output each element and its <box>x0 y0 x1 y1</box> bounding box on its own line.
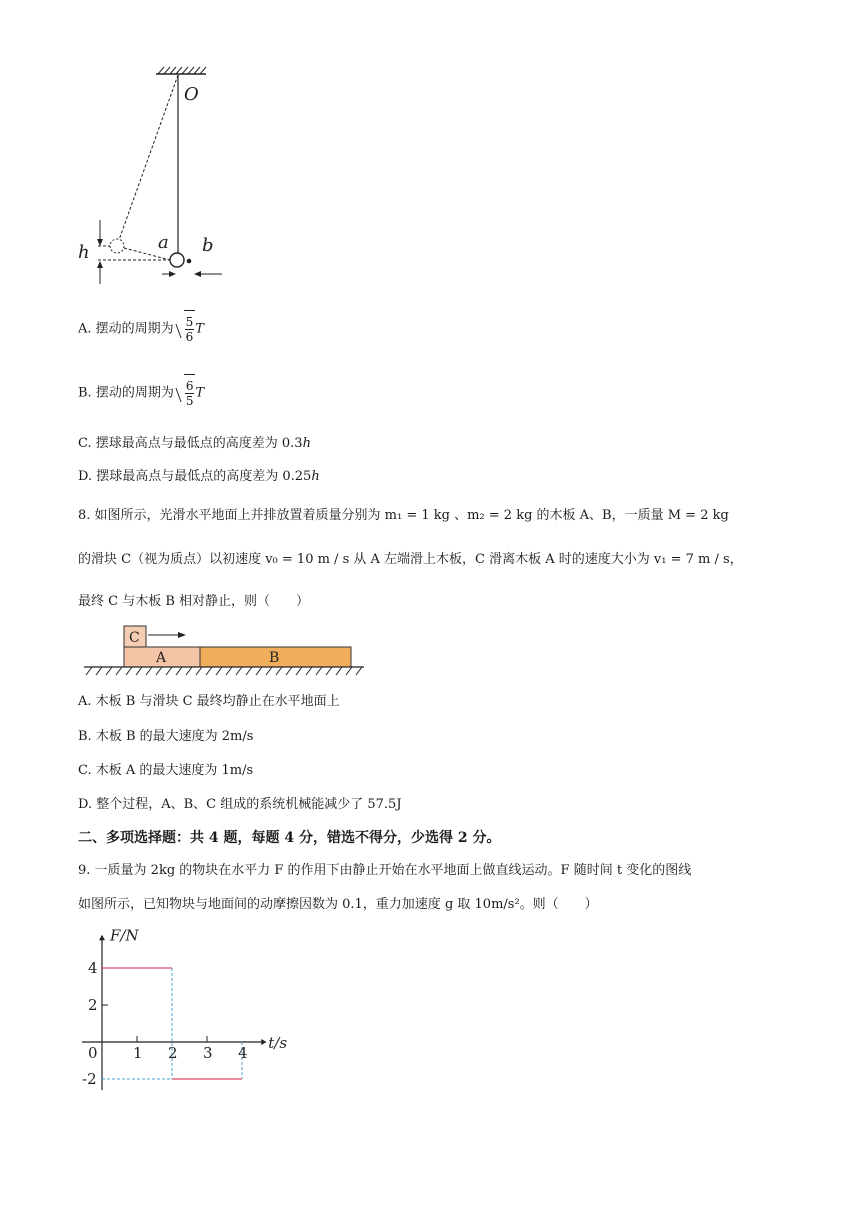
board-b-label: B <box>269 650 280 666</box>
x-tick-label: 2 <box>168 1044 178 1062</box>
block-c-label: C <box>129 630 140 646</box>
q8-stem-line1: 8. 如图所示，光滑水平地面上并排放置着质量分别为 m₁ = 1 kg 、m₂ = 2 kg 的木板 A、B，一质量 M = 2 kg <box>78 508 729 523</box>
x-tick-label: 4 <box>238 1044 248 1062</box>
y-axis-label: F/N <box>110 926 139 945</box>
q9-stem-line1: 9. 一质量为 2kg 的物块在水平力 F 的作用下由静止开始在水平地面上做直线运动。F 随时间 t 变化的图线 <box>78 863 692 878</box>
x-axis-arrow <box>261 1039 266 1045</box>
sqrt-fraction: $\frac{6}{5}$ <box>174 374 196 412</box>
q8-stem-line2: 的滑块 C（视为质点）以初速度 v₀ = 10 m / s 从 A 左端滑上木板，C 滑离木板 A 时的速度大小为 v₁ = 7 m / s， <box>78 552 743 567</box>
q9-stem-line2: 如图所示，已知物块与地面间的动摩擦因数为 0.1，重力加速度 g 取 10m/s²。则（ ） <box>78 897 598 912</box>
y-tick-label: 4 <box>88 959 98 977</box>
label-b: b <box>202 235 214 256</box>
force-time-chart <box>78 925 308 1095</box>
y-tick-label: -2 <box>82 1070 97 1088</box>
x-tick-label: 3 <box>203 1044 213 1062</box>
blocks-figure <box>80 622 370 682</box>
y-tick-label: 2 <box>88 996 98 1014</box>
x-tick-label: 0 <box>88 1044 98 1062</box>
q8-option-b[interactable]: B. 木板 B 的最大速度为 2m/s <box>78 729 254 744</box>
q7-option-b[interactable]: B. 摆动的周期为 $\frac{6}{5}$ T <box>78 374 204 410</box>
q7-option-a[interactable]: A. 摆动的周期为 $\frac{5}{6}$ T <box>78 310 204 346</box>
q8-stem-line3: 最终 C 与木板 B 相对静止，则（ ） <box>78 594 310 609</box>
x-axis-label: t/s <box>268 1034 288 1052</box>
q8-option-c[interactable]: C. 木板 A 的最大速度为 1m/s <box>78 763 254 778</box>
q8-option-a[interactable]: A. 木板 B 与滑块 C 最终均静止在水平地面上 <box>78 694 340 709</box>
q7-option-d[interactable]: D. 摆球最高点与最低点的高度差为 0.25h <box>78 469 320 484</box>
label-h: h <box>78 242 90 263</box>
q8-option-d[interactable]: D. 整个过程，A、B、C 组成的系统机械能减少了 57.5J <box>78 797 402 812</box>
label-a: a <box>158 232 169 253</box>
board-a-label: A <box>156 650 167 666</box>
label-O: O <box>184 84 199 105</box>
section2-heading: 二、多项选择题：共 4 题，每题 4 分，错选不得分，少选得 2 分。 <box>78 830 501 846</box>
q7-option-c[interactable]: C. 摆球最高点与最低点的高度差为 0.3h <box>78 436 311 451</box>
sqrt-fraction: $\frac{5}{6}$ <box>174 310 196 348</box>
x-tick-label: 1 <box>133 1044 143 1062</box>
y-axis-arrow <box>99 935 105 941</box>
pendulum-figure <box>72 62 242 287</box>
